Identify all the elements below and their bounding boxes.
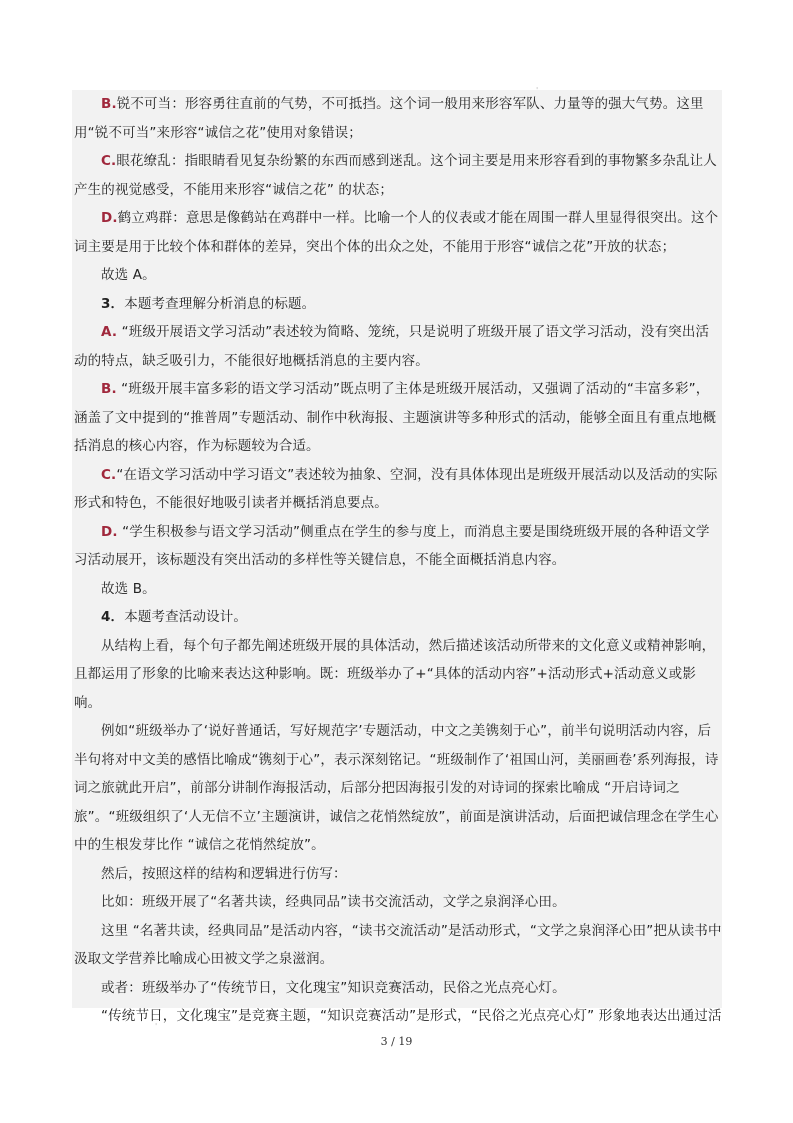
paragraph — [74, 974, 722, 1003]
paragraph — [74, 888, 722, 917]
option-label: 4． — [101, 609, 125, 625]
paragraph — [74, 917, 722, 974]
paragraph-text: 眼花缭乱：指眼睛看见复杂纷繁的东西而感到迷乱。这个词主要是用来形容看到的事物繁多杂乱让人产生的视觉感受，不能用来形容“诚信之花” 的状态； — [74, 153, 717, 198]
paragraph — [74, 575, 722, 604]
paragraph — [74, 204, 722, 261]
paragraph-text: 从结构上看，每个句子都先阐述班级开展的具体活动，然后描述该活动所带来的文化意义或精神影响，且都运用了形象的比喻来表达这种影响。既：班级举办了+“具体的活动内容”+活动形式+活动意义或影响。 — [74, 637, 716, 711]
option-label: C. — [101, 153, 117, 169]
option-label: C. — [101, 466, 117, 483]
paragraph — [74, 318, 722, 375]
paragraph-text: “班级开展语文学习活动”表述较为简略、笼统，只是说明了班级开展了语文学习活动，没有突出活动的特点，缺乏吸引力，不能很好地概括消息的主要内容。 — [74, 324, 710, 369]
paragraph-text: “学生积极参与语文学习活动”侧重点在学生的参与度上，而消息主要是围绕班级开展的各种语文学习活动展开，该标题没有突出活动的多样性等关键信息，不能全面概括消息内容。 — [74, 523, 710, 568]
paragraph — [74, 375, 722, 461]
option-label: B. — [101, 381, 117, 397]
paragraph-text: 鹤立鸡群：意思是像鹤站在鸡群中一样。比喻一个人的仪表或才能在周围一群人里显得很突出。这个词主要是用于比较个体和群体的差异，突出个体的出众之处，不能用于形容“诚信之花”开放的状态； — [74, 210, 719, 255]
paragraph — [74, 518, 722, 575]
paragraph-text: 比如：班级开展了“名著共读，经典同品”读书交流活动，文学之泉润泽心田。 — [101, 894, 566, 910]
option-label: A. — [101, 324, 118, 340]
paragraph — [74, 717, 722, 860]
paragraph-text: “传统节日，文化瑰宝”是竞赛主题，“知识竞赛活动”是形式，“民俗之光点亮心灯” 形象地表达出通过活 — [101, 1008, 722, 1024]
paragraph-text: 本题考查理解分析消息的标题。 — [124, 295, 316, 312]
option-label: 3． — [101, 295, 125, 312]
document-content — [72, 90, 722, 1024]
corner-mark-bottom: ' — [155, 1022, 158, 1031]
paragraph-text: 然后，按照这样的结构和逻辑进行仿写： — [101, 865, 347, 882]
paragraph-text: 这里 “名著共读，经典同品”是活动内容，“读书交流活动”是活动形式，“文学之泉润泽心田”把从读书中汲取文学营养比喻成心田被文学之泉滋润。 — [74, 922, 722, 967]
option-label: D. — [101, 523, 118, 540]
paragraph — [74, 632, 722, 718]
paragraph-text: 故选 A。 — [101, 267, 156, 283]
paragraph — [74, 90, 722, 147]
page-number: 3 / 19 — [380, 1035, 413, 1048]
paragraph-text: 例如“班级举办了‘说好普通话，写好规范字’专题活动，中文之美镌刻于心”，前半句说明活动内容，后半句将对中文美的感悟比喻成“镌刻于心”，表示深刻铭记。“班级制作了‘祖国山河，美丽画卷’系列海报，诗词之旅就此开启”，前部分讲制作海报活动，后部分把因海报引发的对诗词的探索比喻成 “开启诗词之旅”。“班级组织了‘人无信不立’主题演讲，诚信之花悄然绽放”，前面是演讲活动，后面把诚信理念在学生心中的生根发芽比作 “诚信之花悄然绽放”。 — [74, 723, 719, 853]
paragraph — [74, 603, 722, 632]
paragraph-text: “班级开展丰富多彩的语文学习活动”既点明了主体是班级开展活动，又强调了活动的“丰富多彩”，涵盖了文中提到的“推普周”专题活动、制作中秋海报、主题演讲等多种形式的活动，能够全面且有重点地概括消息的核心内容，作为标题较为合适。 — [74, 381, 717, 454]
paragraph-text: “在语文学习活动中学习语文”表述较为抽象、空洞，没有具体体现出是班级开展活动以及活动的实际形式和特色，不能很好地吸引读者并概括消息要点。 — [74, 466, 718, 511]
paragraph-text: 本题考查活动设计。 — [124, 609, 248, 625]
paragraph — [74, 147, 722, 204]
option-label: D. — [101, 210, 118, 226]
paragraph — [74, 461, 722, 518]
paragraph-text: 或者：班级举办了“传统节日，文化瑰宝”知识竞赛活动，民俗之光点亮心灯。 — [101, 979, 566, 996]
option-label: B. — [101, 96, 117, 112]
paragraph — [74, 261, 722, 290]
paragraph — [74, 860, 722, 889]
paragraph — [74, 290, 722, 319]
paragraph-text: 故选 B。 — [101, 580, 156, 597]
paragraph-text: 锐不可当：形容勇往直前的气势，不可抵挡。这个词一般用来形容军队、力量等的强大气势。这里用“锐不可当”来形容“诚信之花”使用对象错误； — [74, 96, 704, 141]
paragraph — [74, 1002, 722, 1031]
